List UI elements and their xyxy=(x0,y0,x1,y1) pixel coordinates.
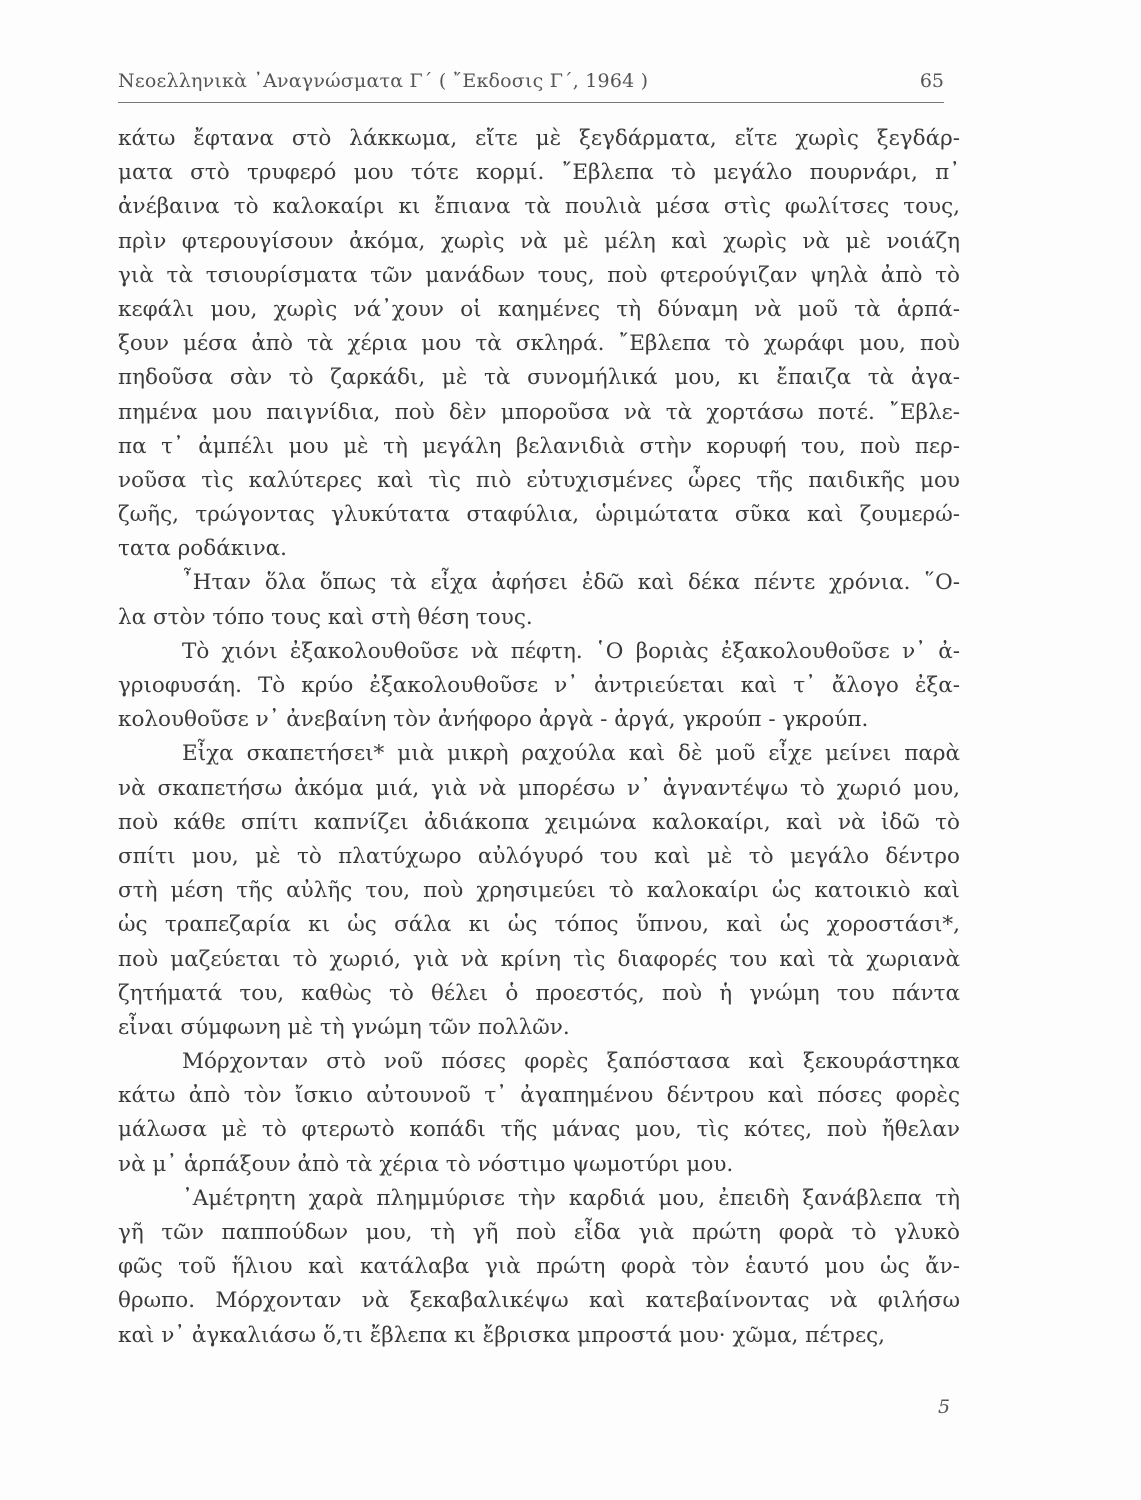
signature-mark: 5 xyxy=(938,1396,951,1418)
paragraph xyxy=(118,122,960,566)
paragraph xyxy=(118,635,960,738)
text-line: πρὶν φτερουγίσουν ἀκόμα, χωρὶς νὰ μὲ μέλη καὶ χωρὶς νὰ μὲ νοιάζη xyxy=(118,228,960,254)
text-line: πα τ᾿ ἀμπέλι μου μὲ τὴ μεγάλη βελανιδιὰ στὴν κορυφή του, ποὺ περ- xyxy=(118,433,960,459)
text-line: Τὸ χιόνι ἐξακολουθοῦσε νὰ πέφτη. ῾Ο βοριὰς ἐξακολουθοῦσε ν᾿ ἀ- xyxy=(182,638,960,664)
text-line: ματα στὸ τρυφερό μου τότε κορμί. ῎Εβλεπα τὸ μεγάλο πουρνάρι, π᾿ xyxy=(118,160,960,186)
text-line: γιὰ τὰ τσιουρίσματα τῶν μανάδων τους, ποὺ φτερούγιζαν ψηλὰ ἀπὸ τὸ xyxy=(118,262,960,288)
text-line: ποὺ κάθε σπίτι καπνίζει ἀδιάκοπα χειμώνα καλοκαίρι, καὶ νὰ ἰδῶ τὸ xyxy=(118,809,960,835)
text-line: τατα ροδάκινα. xyxy=(118,536,287,562)
text-line: γριοφυσάη. Τὸ κρύο ἐξακολουθοῦσε ν᾿ ἀντριεύεται καὶ τ᾿ ἄλογο ἐξα- xyxy=(118,673,960,698)
text-line: σπίτι μου, μὲ τὸ πλατύχωρο αὐλόγυρό του καὶ μὲ τὸ μεγάλο δέντρο xyxy=(118,843,960,869)
text-line: νοῦσα τὶς καλύτερες καὶ τὶς πιὸ εὐτυχισμένες ὧρες τῆς παιδικῆς μου xyxy=(118,467,960,493)
header-rule xyxy=(118,102,944,103)
text-line: θρωπο. Μόρχονταν νὰ ξεκαβαλικέψω καὶ κατεβαίνοντας νὰ φιλήσω xyxy=(118,1288,960,1314)
paragraph xyxy=(118,1045,960,1182)
text-line: ἀνέβαινα τὸ καλοκαίρι κι ἔπιανα τὰ πουλιὰ μέσα στὶς φωλίτσες τους, xyxy=(118,194,960,220)
text-line: κάτω ἔφτανα στὸ λάκκωμα, εἴτε μὲ ξεγδάρματα, εἴτε χωρὶς ξεγδάρ- xyxy=(118,126,960,151)
text-line: ᾿Αμέτρητη χαρὰ πλημμύρισε τὴν καρδιά μου, ἐπειδὴ ξανάβλεπα τὴ xyxy=(182,1185,960,1211)
running-header-title: Νεοελληνικὰ ᾿Αναγνώσματα Γ΄ ( ῎Εκδοσις Γ΄, 1964 ) xyxy=(118,70,649,92)
paragraph xyxy=(118,1182,960,1353)
text-line: νὰ σκαπετήσω ἀκόμα μιά, γιὰ νὰ μπορέσω ν᾿ ἀγναντέψω τὸ χωριό μου, xyxy=(118,775,960,801)
text-line: γῆ τῶν παππούδων μου, τὴ γῆ ποὺ εἶδα γιὰ πρώτη φορὰ τὸ γλυκὸ xyxy=(118,1220,960,1245)
text-line: κάτω ἀπὸ τὸν ἴσκιο αὐτουνοῦ τ᾿ ἀγαπημένου δέντρου καὶ πόσες φορὲς xyxy=(118,1083,960,1109)
text-line: φῶς τοῦ ἥλιου καὶ κατάλαβα γιὰ πρώτη φορὰ τὸν ἑαυτό μου ὡς ἄν- xyxy=(118,1254,960,1280)
text-line: πημένα μου παιγνίδια, ποὺ δὲν μποροῦσα νὰ τὰ χορτάσω ποτέ. ῎Εβλε- xyxy=(118,399,960,425)
text-line: Εἶχα σκαπετήσει* μιὰ μικρὴ ραχούλα καὶ δὲ μοῦ εἶχε μείνει παρὰ xyxy=(182,741,960,767)
text-line: ῏Ηταν ὅλα ὅπως τὰ εἶχα ἀφήσει ἐδῶ καὶ δέκα πέντε χρόνια. ῞Ο- xyxy=(182,570,960,596)
text-line: νὰ μ᾿ ἁρπάξουν ἀπὸ τὰ χέρια τὸ νόστιμο ψωμοτύρι μου. xyxy=(118,1151,734,1177)
text-line: μάλωσα μὲ τὸ φτερωτὸ κοπάδι τῆς μάνας μου, τὶς κότες, ποὺ ἤθελαν xyxy=(118,1117,960,1143)
text-line: κεφάλι μου, χωρὶς νά᾿χουν οἱ καημένες τὴ δύναμη νὰ μοῦ τὰ ἁρπά- xyxy=(118,296,960,322)
body-text xyxy=(118,122,960,1353)
text-line: πηδοῦσα σὰν τὸ ζαρκάδι, μὲ τὰ συνομήλικά μου, κι ἔπαιζα τὰ ἀγα- xyxy=(118,365,960,391)
paragraph xyxy=(118,737,960,1045)
text-line: ζητήματά του, καθὼς τὸ θέλει ὁ προεστός, ποὺ ἡ γνώμη του πάντα xyxy=(118,980,960,1006)
text-line: εἶναι σύμφωνη μὲ τὴ γνώμη τῶν πολλῶν. xyxy=(118,1014,570,1040)
running-header xyxy=(118,70,944,100)
text-line: καὶ ν᾿ ἀγκαλιάσω ὅ,τι ἔβλεπα κι ἔβρισκα μπροστά μου· χῶμα, πέτρες, xyxy=(118,1322,885,1348)
text-line: λα στὸν τόπο τους καὶ στὴ θέση τους. xyxy=(118,604,533,630)
text-line: ξουν μέσα ἀπὸ τὰ χέρια μου τὰ σκληρά. ῎Εβλεπα τὸ χωράφι μου, ποὺ xyxy=(118,331,960,357)
paragraph xyxy=(118,566,960,634)
text-line: κολουθοῦσε ν᾿ ἀνεβαίνη τὸν ἀνήφορο ἀργὰ - ἀργά, γκρούπ - γκρούπ. xyxy=(118,707,869,733)
text-line: ζωῆς, τρώγοντας γλυκύτατα σταφύλια, ὡριμώτατα σῦκα καὶ ζουμερώ- xyxy=(118,502,960,528)
page-number: 65 xyxy=(919,70,944,92)
text-line: στὴ μέση τῆς αὐλῆς του, ποὺ χρησιμεύει τὸ καλοκαίρι ὡς κατοικιὸ καὶ xyxy=(118,878,960,904)
text-line: ποὺ μαζεύεται τὸ χωριό, γιὰ νὰ κρίνη τὶς διαφορές του καὶ τὰ χωριανὰ xyxy=(118,946,960,972)
text-line: ὡς τραπεζαρία κι ὡς σάλα κι ὡς τόπος ὕπνου, καὶ ὡς χοροστάσι*, xyxy=(118,912,960,938)
text-line: Μόρχονταν στὸ νοῦ πόσες φορὲς ξαπόστασα καὶ ξεκουράστηκα xyxy=(182,1049,960,1075)
